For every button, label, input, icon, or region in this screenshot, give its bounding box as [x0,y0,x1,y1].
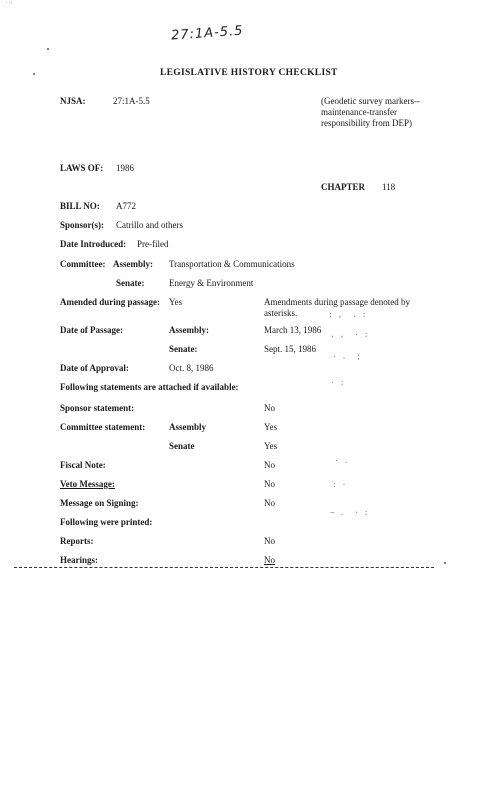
hearings-label: Hearings: [60,555,98,565]
sponsors-label: Sponsor(s): [60,220,105,230]
message-on-signing-label: Message on Signing: [60,498,139,508]
committee-assembly-value: Transportation & Communications [169,259,295,269]
committee-senate-label: Senate: [116,278,145,288]
date-introduced-label: Date Introduced: [60,239,127,249]
date-of-approval-value: Oct. 8, 1986 [169,363,214,373]
njsa-value: 27:1A-5.5 [113,96,150,106]
bill-no-value: A772 [116,201,136,211]
committee-statement-assembly-label: Assembly [169,422,207,432]
passage-senate-label: Senate: [169,344,198,354]
sponsor-statement-value: No [264,403,275,413]
veto-message-label: Veto Message: [60,479,115,489]
laws-of-value: 1986 [116,163,134,173]
sponsor-statement-label: Sponsor statement: [60,403,135,413]
following-printed-heading: Following were printed: [60,517,153,527]
committee-statement-assembly-value: Yes [264,422,278,432]
amended-value: Yes [169,297,183,307]
chapter-value: 118 [382,182,396,192]
committee-senate-value: Energy & Environment [169,278,254,288]
stamp-mark-3: · . ; [332,352,361,361]
njsa-label: NJSA: [60,96,86,106]
bill-no-label: BILL NO: [60,201,100,211]
committee-statement-label: Committee statement: [60,422,146,432]
sponsors-value: Catrillo and others [116,220,183,230]
date-introduced-value: Pre-filed [137,239,169,249]
stamp-mark-1: ; , . : [328,310,367,319]
stamp-mark-2: . , · : [330,330,369,339]
stamp-mark-5: · . [334,456,349,465]
speck-1 [47,48,49,50]
date-of-approval-label: Date of Approval: [60,363,129,373]
stamp-mark-4: · : [330,378,345,387]
reports-label: Reports: [60,536,94,546]
committee-statement-senate-value: Yes [264,441,278,451]
chapter-label: CHAPTER [321,182,366,192]
amended-note: Amendments during passage denoted by asterisks. [264,297,410,318]
hearings-value: No [264,555,275,565]
following-statements-heading: Following statements are attached if available: [60,382,239,392]
stamp-mark-7: ~ . · : [330,508,369,517]
committee-label: Committee: [60,259,106,269]
amended-label: Amended during passage: [60,297,161,307]
bottom-dashed-rule [14,567,434,568]
stamp-mark-6: : · [332,480,347,489]
passage-senate-value: Sept. 15, 1986 [264,344,317,354]
committee-statement-senate-label: Senate [169,441,195,451]
veto-message-value: No [264,479,275,489]
fiscal-note-label: Fiscal Note: [60,460,106,470]
fiscal-note-value: No [264,460,275,470]
passage-assembly-value: March 13, 1986 [264,325,322,335]
page-title: LEGISLATIVE HISTORY CHECKLIST [160,68,338,78]
message-on-signing-value: No [264,498,275,508]
laws-of-label: LAWS OF: [60,163,104,173]
reports-value: No [264,536,275,546]
date-of-passage-label: Date of Passage: [60,325,123,335]
njsa-description: (Geodetic survey markers--maintenance-transfer responsibility from DEP) [321,96,420,128]
speck-3 [444,562,446,564]
speck-2 [33,73,35,75]
committee-assembly-label: Assembly: [113,259,153,269]
passage-assembly-label: Assembly: [169,325,209,335]
handwritten-code: 27:1A-5.5 [170,23,244,44]
corner-mark: ' ' ' [6,2,13,8]
